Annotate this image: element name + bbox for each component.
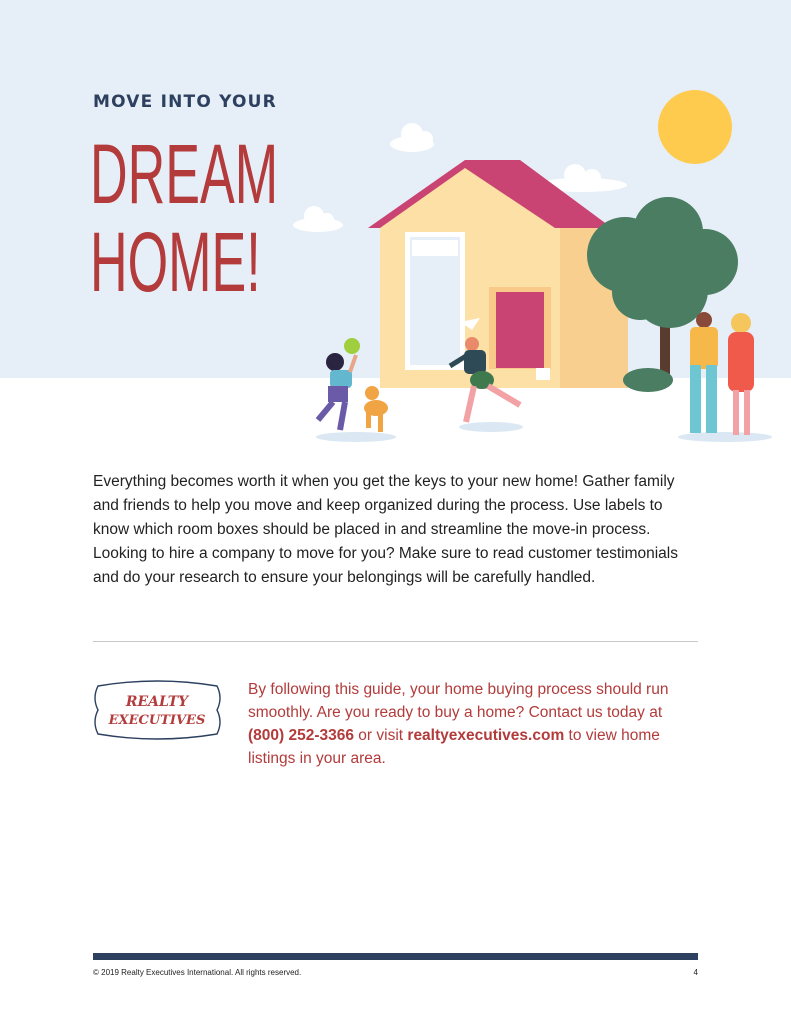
- cta-text-1: By following this guide, your home buying process should run smoothly. Are you ready to buy a home? Contact us today at: [248, 681, 669, 721]
- cta-text-2: or visit: [354, 727, 408, 744]
- sun-icon: [658, 90, 732, 164]
- dog-icon: [364, 386, 388, 432]
- cta-phone[interactable]: (800) 252-3366: [248, 727, 354, 744]
- footer-bar: [93, 953, 698, 960]
- section-divider: [93, 641, 698, 642]
- headline-line-1: DREAM: [90, 127, 279, 221]
- body-paragraph: Everything becomes worth it when you get the keys to your new home! Gather family and friends to help you move and keep organized during the process. Use labels to know which room boxes should be placed in and streamline the move-in process. Looking to hire a company to move for you? Make sure to read customer testimonials and do your research to ensure your belongings will be carefully handled.: [93, 473, 678, 586]
- hero-headline: [90, 127, 279, 309]
- hero-kicker: MOVE INTO YOUR: [93, 92, 277, 112]
- headline-line-2: HOME!: [90, 215, 261, 309]
- cta-paragraph: [248, 678, 688, 770]
- cta-website-link[interactable]: realtyexecutives.com: [407, 727, 565, 744]
- logo-line-1: REALTY: [125, 694, 189, 710]
- cloud-icon: [293, 206, 343, 232]
- cta-text-3: to view home listings in your area.: [248, 727, 660, 767]
- house-icon: [368, 160, 628, 388]
- logo-line-2: EXECUTIVES: [108, 713, 206, 728]
- girl-with-ball-icon: [318, 338, 360, 430]
- realty-executives-logo: [90, 678, 225, 742]
- page-number: 4: [693, 968, 698, 977]
- footer-copyright: © 2019 Realty Executives International. All rights reserved.: [93, 968, 302, 977]
- cloud-icon: [390, 123, 434, 152]
- couple-icon: [690, 312, 754, 435]
